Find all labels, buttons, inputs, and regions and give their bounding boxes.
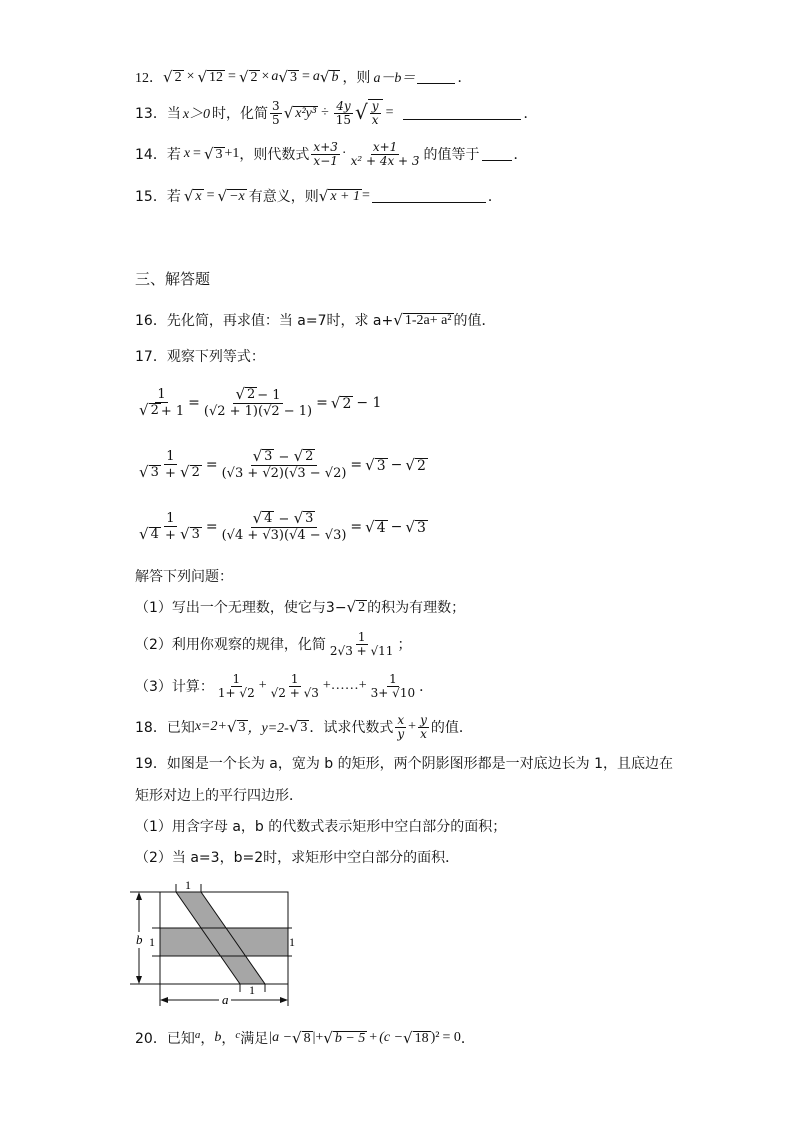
fraction-x1-quadratic: $\frac{x+1}{\text{x² + 4x + 3}}$	[350, 139, 420, 168]
fraction-x3-x1: $\frac{x+3}{x-1}$	[313, 139, 338, 168]
label-right-1: 1	[289, 935, 295, 949]
sqrt-12: √ 12	[197, 67, 224, 86]
fraction-4y-15: $\frac{4y}{15}$	[335, 98, 352, 127]
section-heading: 三、解答题	[135, 269, 211, 288]
q13-number: 13．当	[135, 106, 181, 122]
q20-number: 20．已知	[135, 1031, 195, 1047]
sqrt-b: √ b	[319, 67, 339, 86]
rectangle-figure	[125, 880, 305, 1010]
answer-blank[interactable]	[403, 107, 521, 120]
q18-number: 18．已知	[135, 720, 195, 736]
label-bottom-1: 1	[249, 983, 255, 997]
q15-number: 15．若	[135, 189, 181, 205]
answer-blank[interactable]	[417, 71, 455, 84]
q17-prompt: 解答下列问题：	[135, 569, 233, 585]
sqrt-2b: √ 2	[238, 67, 258, 86]
sqrt-neg-x: √ −x	[217, 186, 245, 205]
q19-part2: （2）当 a=3，b=2时，求矩形中空白部分的面积．	[135, 850, 460, 866]
sqrt-3: √ 3	[203, 144, 223, 163]
sqrt-x2y3: √ x²y³	[283, 103, 317, 122]
q19-line2: 矩形对边上的平行四边形．	[135, 788, 303, 804]
sqrt-expression: √ 1-2a+ a²	[393, 310, 452, 329]
label-b: b	[136, 932, 143, 947]
sqrt-y-over-x: √ $\frac{y}{x}$	[355, 99, 383, 127]
q17-part3: （3）计算：	[135, 679, 214, 695]
sqrt-x-plus-1: √ x + 1	[318, 186, 360, 205]
q16-text: 16．先化简，再求值：当 a=7时，求 a+	[135, 313, 394, 329]
sqrt-3: √ 3	[278, 67, 297, 86]
answer-blank[interactable]	[372, 190, 486, 203]
sqrt-2: √ 2	[163, 67, 182, 86]
q12-number: 12．	[135, 71, 163, 86]
sqrt-x: √ x	[183, 186, 202, 205]
fraction-3-5: $\frac{3}{5}$	[272, 98, 280, 127]
answer-blank[interactable]	[482, 148, 512, 161]
label-left-1: 1	[149, 935, 155, 949]
q14-number: 14．若	[135, 147, 181, 163]
q19-part1: （1）用含字母 a，b 的代数式表示矩形中空白部分的面积；	[135, 819, 507, 835]
q17-text: 17．观察下列等式：	[135, 349, 265, 365]
label-a: a	[222, 992, 229, 1007]
q17-part2: （2）利用你观察的规律，化简	[135, 637, 326, 653]
q19-line1: 19．如图是一个长为 a，宽为 b 的矩形，两个阴影图形都是一对底边长为 1，且底边在	[135, 756, 673, 772]
label-top-1: 1	[185, 880, 191, 892]
q17-part1: （1）写出一个无理数，使它与3−	[135, 600, 347, 616]
